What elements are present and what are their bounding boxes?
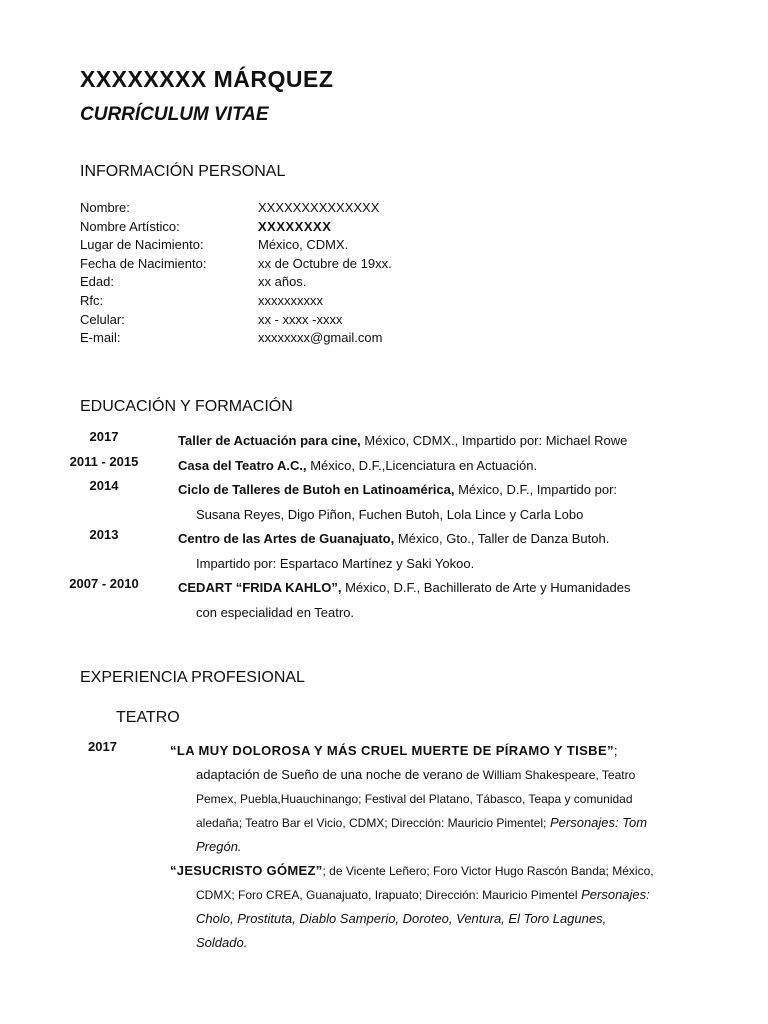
info-value: xx - xxxx -xxxx — [258, 311, 343, 327]
experience-line — [170, 811, 685, 835]
experience-direction: aledaña; Teatro Bar el Vicio, CDMX; Dirección: Mauricio Pimentel; — [196, 816, 547, 830]
education-text — [178, 527, 685, 576]
education-text — [178, 454, 685, 479]
title-end: ; — [613, 743, 618, 758]
education-year: 2011 - 2015 — [69, 454, 139, 469]
education-text — [178, 478, 685, 527]
education-detail: México, D.F., Bachillerato de Arte y Humanidades — [341, 580, 631, 595]
experience-text — [170, 739, 685, 859]
education-heading: EDUCACIÓN Y FORMACIÓN — [80, 398, 293, 415]
info-value: xx de Octubre de 19xx. — [258, 255, 392, 271]
experience-heading: EXPERIENCIA PROFESIONAL — [80, 669, 305, 686]
education-institution: CEDART “FRIDA KAHLO”, — [178, 580, 342, 595]
play-title: “LA MUY DOLOROSA Y MÁS CRUEL MUERTE DE PÍRAMO Y TISBE” — [170, 743, 614, 758]
info-value: xx años. — [258, 274, 307, 290]
experience-roles: Personajes: — [577, 887, 650, 902]
experience-roles: Personajes: Tom — [546, 815, 648, 830]
experience-direction: CDMX; Foro CREA, Guanajuato, Irapuato; Dirección: Mauricio Pimentel — [196, 888, 578, 902]
education-year: 2013 — [89, 527, 119, 542]
info-row-age — [80, 273, 392, 292]
person-name: XXXXXXXX MÁRQUEZ — [80, 66, 334, 92]
experience-venue: de William Shakespeare, Teatro — [462, 768, 636, 782]
info-label: Nombre Artístico: — [80, 218, 180, 234]
experience-roles-cont: Soldado. — [196, 935, 248, 950]
info-value: XXXXXXXX — [258, 218, 332, 234]
info-row-email — [80, 329, 392, 348]
info-row-name — [80, 199, 392, 218]
play-title: “JESUCRISTO GÓMEZ” — [170, 863, 323, 878]
experience-year: 2017 — [88, 739, 117, 754]
education-year: 2017 — [89, 429, 119, 444]
info-label: Nombre: — [80, 200, 130, 215]
info-label: Edad: — [80, 274, 114, 290]
info-label: Fecha de Nacimiento: — [80, 255, 207, 271]
education-institution: Ciclo de Talleres de Butoh en Latinoamérica, — [178, 482, 455, 497]
info-row-birthdate — [80, 255, 392, 274]
experience-venue: ; de Vicente Leñero; Foro Victor Hugo Rascón Banda; México, — [322, 864, 654, 878]
info-label: Lugar de Nacimiento: — [80, 237, 204, 253]
education-detail: México, Gto., Taller de Danza Butoh. — [394, 531, 610, 546]
info-row-birthplace — [80, 236, 392, 255]
personal-info-table — [80, 199, 392, 348]
experience-roles-cont: Cholo, Prostituta, Diablo Samperio, Doroteo, Ventura, El Toro Lagunes, — [196, 911, 607, 926]
education-text — [178, 429, 685, 454]
info-row-rfc — [80, 292, 392, 311]
education-institution: Casa del Teatro A.C., — [178, 458, 307, 473]
experience-roles-cont: Pregón. — [196, 839, 242, 854]
education-text — [178, 576, 685, 625]
personal-info-heading: INFORMACIÓN PERSONAL — [80, 163, 286, 180]
info-value: xxxxxxxx@gmail.com — [258, 330, 383, 346]
info-value: XXXXXXXXXXXXXX — [258, 200, 380, 215]
experience-text — [170, 859, 685, 955]
experience-line: Pemex, Puebla,Huauchinango; Festival del Platano, Tábasco, Teapa y comunidad — [196, 792, 633, 806]
education-continuation: con especialidad en Teatro. — [196, 604, 355, 620]
info-label: Rfc: — [80, 292, 104, 308]
experience-line — [170, 883, 685, 907]
education-institution: Centro de las Artes de Guanajuato, — [178, 531, 395, 546]
info-row-phone — [80, 311, 392, 330]
theatre-subheading: TEATRO — [116, 709, 180, 726]
education-year: 2014 — [89, 478, 119, 493]
info-value: México, CDMX. — [258, 237, 349, 253]
education-continuation: Impartido por: Espartaco Martínez y Saki Yokoo. — [196, 555, 475, 571]
experience-line — [170, 763, 685, 787]
info-label: Celular: — [80, 311, 125, 327]
info-label: E-mail: — [80, 330, 121, 346]
education-detail: México, D.F.,Licenciatura en Actuación. — [306, 458, 538, 473]
education-detail: México, D.F., Impartido por: — [454, 482, 618, 497]
experience-adaptation: adaptación de Sueño de una noche de verano — [196, 767, 463, 782]
cv-subtitle: CURRÍCULUM VITAE — [80, 104, 269, 125]
education-continuation: Susana Reyes, Digo Piñon, Fuchen Butoh, Lola Lince y Carla Lobo — [196, 506, 584, 522]
education-year: 2007 - 2010 — [69, 576, 139, 591]
education-institution: Taller de Actuación para cine, — [178, 433, 361, 448]
info-row-artistic-name — [80, 218, 392, 237]
education-detail: México, CDMX., Impartido por: Michael Rowe — [360, 433, 628, 448]
info-value: xxxxxxxxxx — [258, 292, 323, 308]
